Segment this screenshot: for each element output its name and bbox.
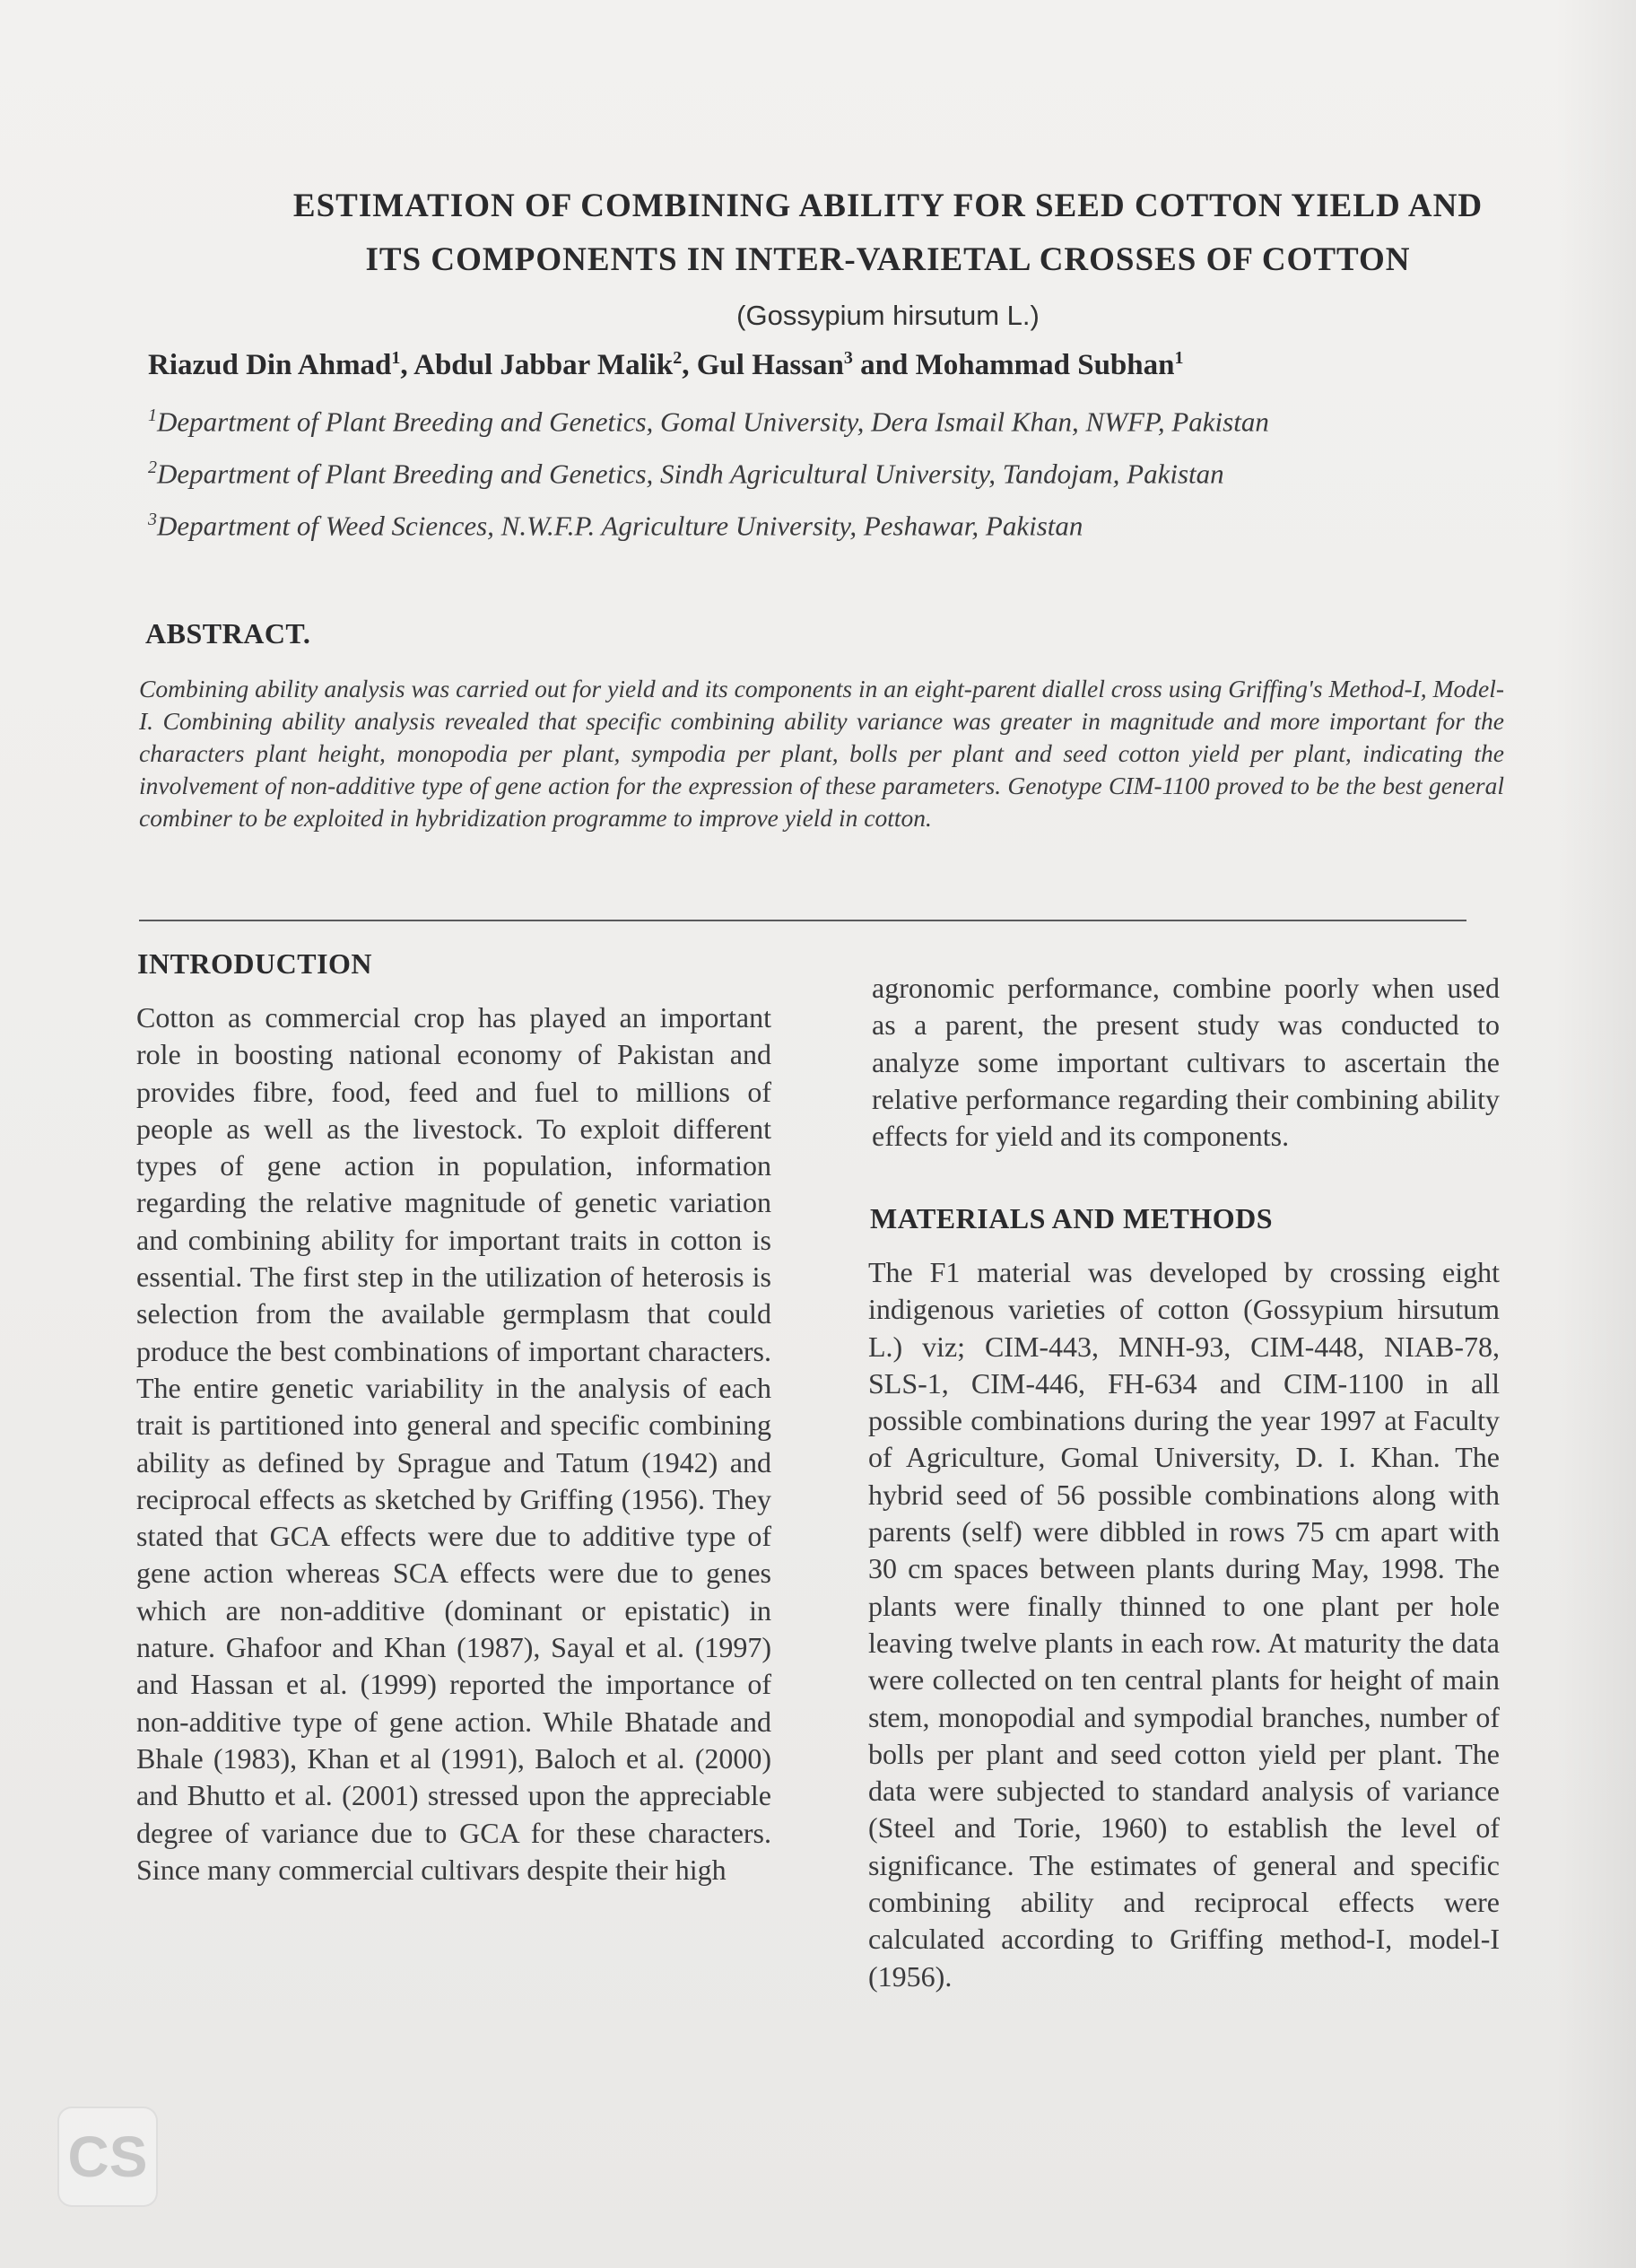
title-line-1: ESTIMATION OF COMBINING ABILITY FOR SEED COTTON YIELD AND (292, 188, 1484, 224)
author-name: Abdul Jabbar Malik (413, 349, 674, 381)
introduction-continuation-paragraph: agronomic performance, combine poorly when used as a parent, the present study was conducted to analyze some important cultivars to ascertain the relative performance regarding their combining ability effects for yield and its components. (872, 972, 1500, 1153)
scanner-watermark-logo: CS (57, 2107, 158, 2207)
section-divider (139, 920, 1466, 921)
introduction-paragraph: Cotton as commercial crop has played an important role in boosting national economy of Pakistan and provides fibre, food, feed and fuel to millions of people as well as the livestock. To exploit different types of gene action in population, information regarding the relative magnitude of genetic variation and combining ability for important traits in cotton is essential. The first step in the utilization of heterosis is selection from the available germplasm that could produce the best combinations of important characters. The entire genetic variability in the analysis of each trait is partitioned into general and specific combining ability as defined by Sprague and Tatum (1942) and reciprocal effects as sketched by Griffing (1956). They stated that GCA effects were due to additive type of gene action whereas SCA effects were due to genes which are non-additive (dominant or epistatic) in nature. Ghafoor and Khan (1987), Sayal et al. (1997) and Hassan et al. (1999) reported the importance of non-additive type of gene action. While Bhatade and Bhale (1983), Khan et al (1991), Baloch et al. (2000) and Bhutto et al. (2001) stressed upon the appreciable degree of variance due to GCA for these characters. Since many commercial cultivars despite their high (136, 1001, 771, 1886)
author-separator: , (400, 349, 414, 381)
author-name: Riazud Din Ahmad (148, 349, 392, 381)
author-name: Mohammad Subhan (915, 349, 1175, 381)
author-affiliation-mark: 1 (391, 348, 401, 368)
methods-body (868, 1254, 1500, 1995)
affiliation-text: Department of Weed Sciences, N.W.F.P. Agriculture University, Peshawar, Pakistan (157, 510, 1083, 542)
affiliation-text: Department of Plant Breeding and Genetics, Gomal University, Dera Ismail Khan, NWFP, Pakistan (157, 406, 1269, 438)
author-list (148, 348, 1184, 382)
affiliation-3 (148, 510, 1083, 542)
author-name: Gul Hassan (696, 349, 844, 381)
affiliation-2 (148, 458, 1224, 490)
author-affiliation-mark: 1 (1174, 348, 1184, 368)
title-block (269, 179, 1507, 332)
affiliation-mark: 2 (148, 458, 157, 477)
affiliation-mark: 3 (148, 510, 157, 529)
affiliation-text: Department of Plant Breeding and Genetics, Sindh Agricultural University, Tandojam, Pakistan (157, 458, 1224, 490)
species-subtitle: (Gossypium hirsutum L.) (736, 300, 1040, 331)
abstract-heading: ABSTRACT. (145, 617, 311, 650)
title-line-2: ITS COMPONENTS IN INTER-VARIETAL CROSSES OF COTTON (365, 241, 1411, 278)
author-affiliation-mark: 2 (673, 348, 683, 368)
page-shadow (1555, 0, 1636, 2268)
introduction-body (136, 999, 771, 1889)
affiliation-mark: 1 (148, 406, 157, 425)
introduction-heading: INTRODUCTION (137, 947, 373, 980)
methods-heading: MATERIALS AND METHODS (870, 1202, 1274, 1234)
abstract-text: Combining ability analysis was carried out for yield and its components in an eight-parent diallel cross using Griffing's Method-I, Model-I. Combining ability analysis revealed that specific combining ability variance was greater in magnitude and more important for the characters plant height, monopodia per plant, sympodia per plant, bolls per plant and seed cotton yield per plant, indicating the involvement of non-additive type of gene action for the expression of these parameters. Genotype CIM-1100 proved to be the best general combiner to be exploited in hybridization programme to improve yield in cotton. (139, 675, 1504, 832)
author-affiliation-mark: 3 (843, 348, 853, 368)
affiliation-1 (148, 406, 1269, 438)
introduction-continuation (872, 970, 1500, 1155)
author-separator: , (682, 349, 697, 381)
methods-paragraph: The F1 material was developed by crossing eight indigenous varieties of cotton (Gossypium hirsutum L.) viz; CIM-443, MNH-93, CIM-448, NIAB-78, SLS-1, CIM-446, FH-634 and CIM-1100 in all possible combinations during the year 1997 at Faculty of Agriculture, Gomal University, D. I. Khan. The hybrid seed of 56 possible combinations along with parents (self) were dibbled in rows 75 cm apart with 30 cm spaces between plants during May, 1998. The plants were finally thinned to one plant per hole leaving twelve plants in each row. At maturity the data were collected on ten central plants for height of main stem, monopodial and sympodial branches, number of bolls per plant and seed cotton yield per plant. The data were subjected to standard analysis of variance (Steel and Torie, 1960) to establish the level of significance. The estimates of general and specific combining ability and reciprocal effects were calculated according to Griffing method-I, model-I (1956). (868, 1256, 1500, 1993)
author-separator: and (852, 349, 916, 381)
